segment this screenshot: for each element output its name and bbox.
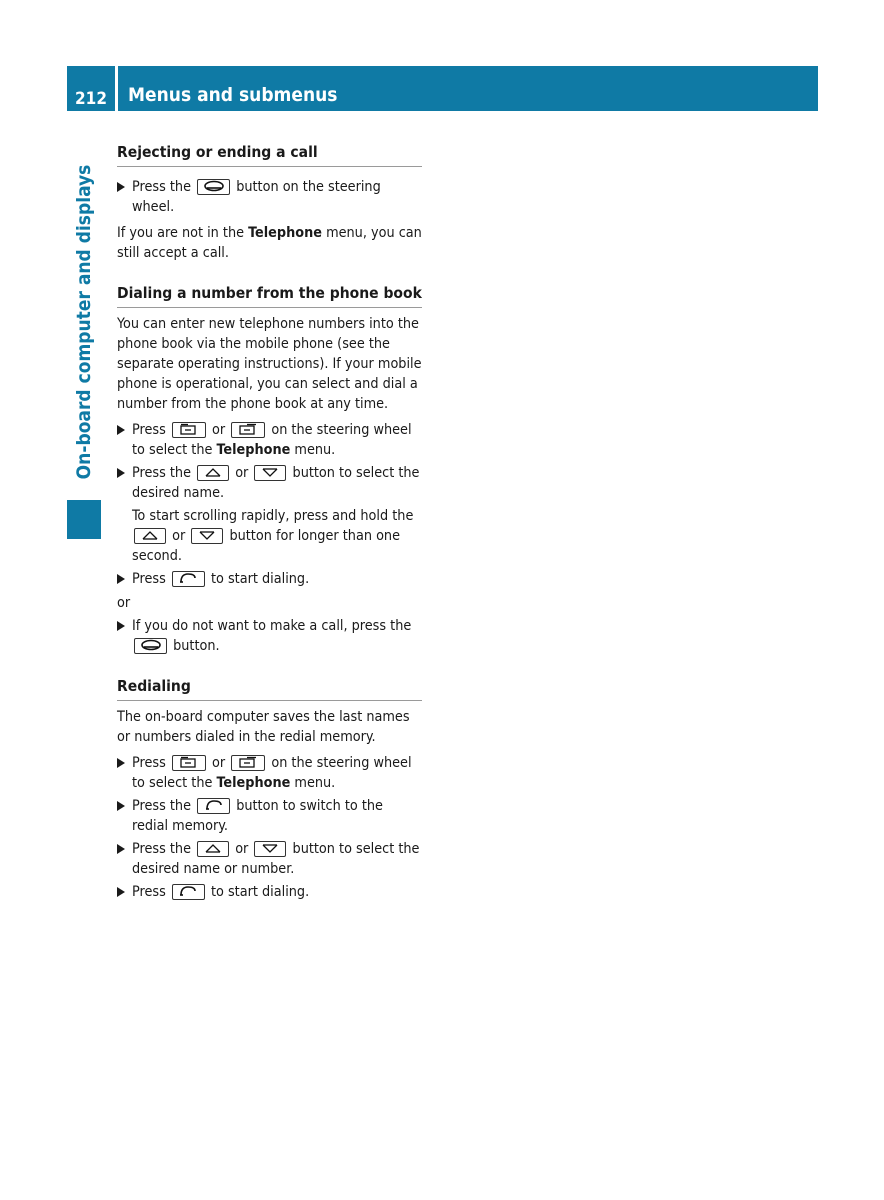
section-heading-dialing-phone-book: Dialing a number from the phone book xyxy=(117,283,422,308)
instruction-step xyxy=(117,839,422,879)
step-bullet-icon xyxy=(117,758,125,768)
or-text: or xyxy=(117,595,131,611)
chapter-tab-label: On-board computer and displays xyxy=(73,164,95,480)
step-text: or xyxy=(211,422,226,438)
instruction-step xyxy=(117,463,422,503)
instruction-step xyxy=(117,177,422,217)
chapter-tab xyxy=(67,145,101,539)
instruction-step xyxy=(117,753,422,793)
step-bullet-icon xyxy=(117,182,125,192)
step-text: button to select the desired name or number. xyxy=(132,841,420,877)
note-bold: Telephone xyxy=(248,225,322,241)
note-text: If you are not in the xyxy=(117,225,245,241)
hang-up-icon xyxy=(197,179,230,195)
intro-paragraph: You can enter new telephone numbers into the phone book via the mobile phone (see the separate operating instructions). If your mobile phone is operational, you can select and dial a number from the phone book at any time. xyxy=(117,316,422,412)
step-text: on the steering wheel to select the xyxy=(132,755,412,791)
call-accept-icon xyxy=(172,884,205,900)
step-text: Press xyxy=(132,571,166,587)
step-text: or xyxy=(235,465,249,481)
step-text: Press the xyxy=(132,465,191,481)
call-accept-icon xyxy=(172,571,205,587)
step-bullet-icon xyxy=(117,621,125,631)
step-bullet-icon xyxy=(117,887,125,897)
hang-up-icon xyxy=(134,638,167,654)
intro-paragraph: The on-board computer saves the last names or numbers dialed in the redial memory. xyxy=(117,709,410,745)
step-bullet-icon xyxy=(117,468,125,478)
step-text: Press xyxy=(132,422,166,438)
menu-back-icon xyxy=(172,422,206,438)
step-text: Press xyxy=(132,884,166,900)
step-bullet-icon xyxy=(117,574,125,584)
instruction-step xyxy=(117,569,422,589)
section-heading-redialing: Redialing xyxy=(117,676,422,701)
page-number: 212 xyxy=(67,66,115,111)
step-text: menu. xyxy=(294,775,336,791)
instruction-step xyxy=(117,616,422,656)
step-text: Press the xyxy=(132,798,191,814)
step-text: to start dialing. xyxy=(210,884,310,900)
main-content xyxy=(117,142,422,902)
note-text: menu, you can still accept a call. xyxy=(117,225,422,261)
chapter-tab-marker xyxy=(67,500,101,539)
step-bullet-icon xyxy=(117,425,125,435)
step-bold: Telephone xyxy=(216,775,291,791)
step-text: If you do not want to make a call, press the xyxy=(132,618,412,634)
step-text: or xyxy=(235,841,249,857)
step-bullet-icon xyxy=(117,801,125,811)
page-header-title: Menus and submenus xyxy=(118,66,818,111)
step-bullet-icon xyxy=(117,844,125,854)
chapter-tab-label-area xyxy=(67,145,101,500)
step-text: Press xyxy=(132,755,166,771)
menu-forward-icon xyxy=(231,422,265,438)
arrow-down-icon xyxy=(254,465,286,481)
step-text: button for longer than one second. xyxy=(132,528,401,564)
step-text: button to switch to the redial memory. xyxy=(132,798,383,834)
step-text: on the steering wheel to select the xyxy=(132,422,412,458)
step-text: Press the xyxy=(132,841,191,857)
note-paragraph xyxy=(117,223,422,263)
instruction-step xyxy=(117,420,422,460)
instruction-step xyxy=(117,796,422,836)
arrow-up-icon xyxy=(197,465,229,481)
step-bold: Telephone xyxy=(216,442,291,458)
instruction-step xyxy=(117,882,422,902)
step-text: or xyxy=(211,755,226,771)
step-text: menu. xyxy=(294,442,336,458)
menu-back-icon xyxy=(172,755,206,771)
section-heading-rejecting-call: Rejecting or ending a call xyxy=(117,142,422,167)
step-text: or xyxy=(172,528,186,544)
call-accept-icon xyxy=(197,798,230,814)
arrow-down-icon xyxy=(254,841,286,857)
step-text: to start dialing. xyxy=(210,571,310,587)
arrow-up-icon xyxy=(197,841,229,857)
menu-forward-icon xyxy=(231,755,265,771)
step-text: button on the steering wheel. xyxy=(132,179,381,215)
step-text: button to select the desired name. xyxy=(132,465,420,501)
step-text: button. xyxy=(173,638,220,654)
arrow-up-icon xyxy=(134,528,166,544)
step-text: Press the xyxy=(132,179,191,195)
instruction-subnote xyxy=(117,506,422,566)
arrow-down-icon xyxy=(191,528,223,544)
step-text: To start scrolling rapidly, press and hold the xyxy=(132,508,414,524)
